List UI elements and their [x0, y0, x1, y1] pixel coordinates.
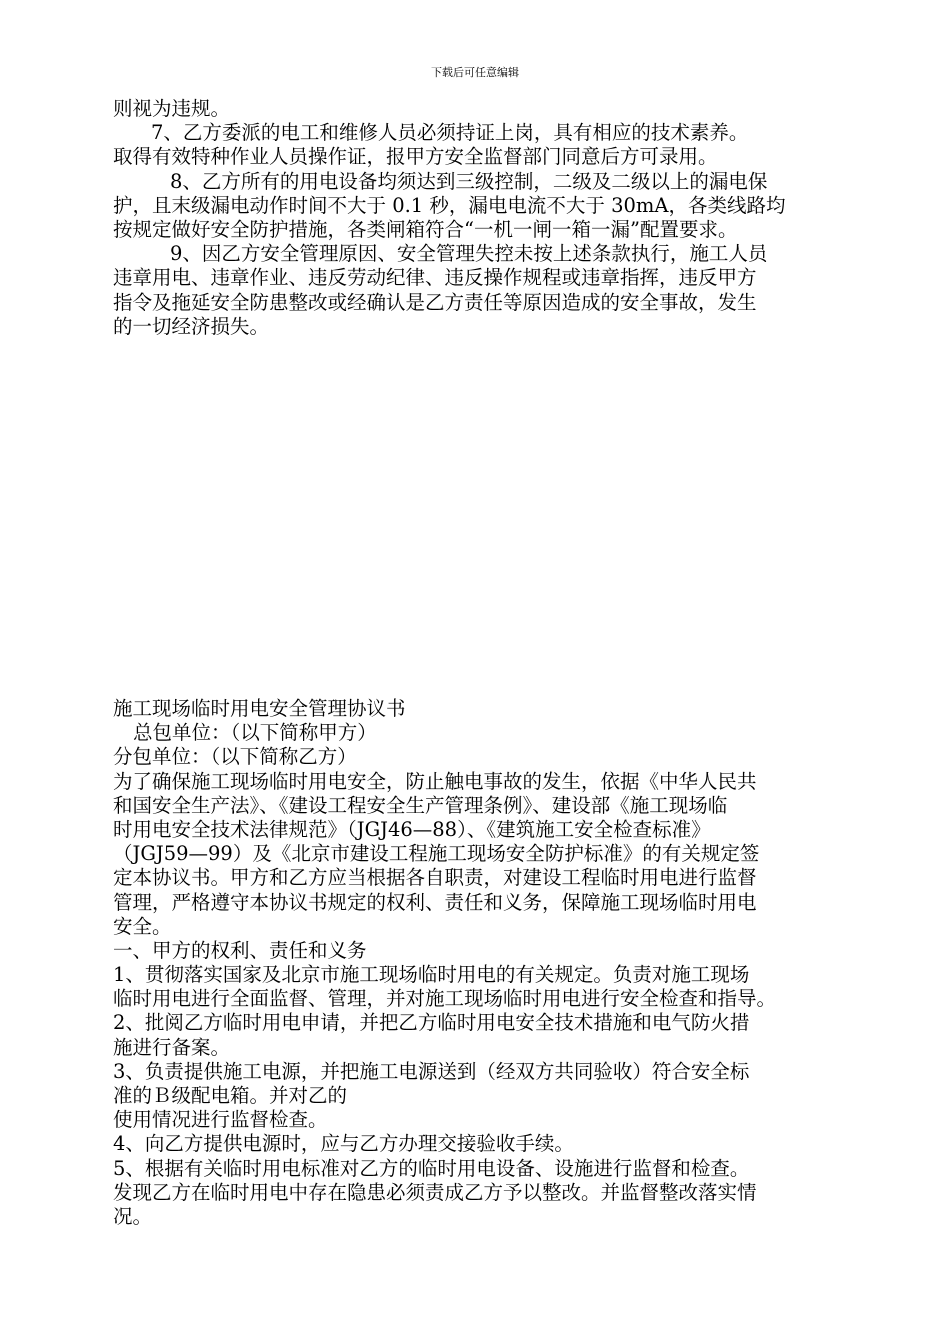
party-b-line: 分包单位：（以下简称乙方） [113, 745, 357, 769]
clause-9-line: 指令及拖延安全防患整改或经确认是乙方责任等原因造成的安全事故，发生 [113, 290, 757, 314]
item-4-line: 4、向乙方提供电源时，应与乙方办理交接验收手续。 [113, 1132, 574, 1156]
party-a-line: 总包单位：（以下简称甲方） [133, 721, 377, 745]
item-3-line: 3、负责提供施工电源，并把施工电源送到（经双方共同验收）符合安全标 [113, 1059, 750, 1083]
page-header: 下载后可任意编辑 [431, 66, 519, 79]
clause-8-line: 按规定做好安全防护措施，各类闸箱符合“一机一闸一箱一漏”配置要求。 [113, 217, 738, 241]
contract-clauses-continued [113, 97, 865, 339]
item-3-line: 准的Ｂ级配电箱。并对乙的 [113, 1084, 348, 1107]
item-2-line: 施进行备案。 [113, 1035, 231, 1059]
item-1-line: 1、贯彻落实国家及北京市施工现场临时用电的有关规定。负责对施工现场 [113, 963, 750, 987]
clause-8-line: 护，且末级漏电动作时间不大于 0.1 秒，漏电电流不大于 30mA，各类线路均 [113, 193, 786, 217]
item-5-line: 发现乙方在临时用电中存在隐患必须责成乙方予以整改。并监督整改落实情 [113, 1180, 757, 1204]
preamble-line: 安全。 [113, 914, 172, 938]
preamble-line: （JGJ59—99）及《北京市建设工程施工现场安全防护标准》的有关规定签 [113, 842, 760, 866]
clause-7-line: 7、乙方委派的电工和维修人员必须持证上岗，具有相应的技术素养。 [151, 121, 749, 145]
clause-9-line: 9、因乙方安全管理原因、安全管理失控未按上述条款执行，施工人员 [170, 242, 768, 266]
clause-7-line: 取得有效特种作业人员操作证，报甲方安全监督部门同意后方可录用。 [113, 145, 718, 169]
agreement-section [113, 697, 865, 1229]
item-2-line: 2、批阅乙方临时用电申请，并把乙方临时用电安全技术措施和电气防火措 [113, 1011, 750, 1035]
item-3-line: 使用情况进行监督检查。 [113, 1108, 328, 1132]
preamble-line: 为了确保施工现场临时用电安全，防止触电事故的发生，依据《中华人民共 [113, 769, 757, 793]
clause-9-line: 的一切经济损失。 [113, 314, 270, 338]
preamble-line: 和国安全生产法》、《建设工程安全生产管理条例》、建设部《施工现场临 [113, 793, 728, 817]
item-5-line: 况。 [113, 1204, 153, 1228]
clause-9-line: 违章用电、违章作业、违反劳动纪律、违反操作规程或违章指挥，违反甲方 [113, 266, 757, 290]
section-heading: 一、甲方的权利、责任和义务 [113, 938, 367, 962]
item-5-line: 5、根据有关临时用电标准对乙方的临时用电设备、设施进行监督和检查。 [113, 1156, 750, 1180]
clause-8-line: 8、乙方所有的用电设备均须达到三级控制，二级及二级以上的漏电保 [170, 169, 768, 193]
paragraph-line: 则视为违规。 [113, 97, 231, 120]
agreement-title: 施工现场临时用电安全管理协议书 [113, 697, 406, 720]
preamble-line: 定本协议书。甲方和乙方应当根据各自职责，对建设工程临时用电进行监督 [113, 866, 757, 890]
preamble-line: 时用电安全技术法律规范》（JGJ46—88）、《建筑施工安全检查标准》 [113, 817, 711, 841]
item-1-line: 临时用电进行全面监督、管理，并对施工现场临时用电进行安全检查和指导。 [113, 987, 777, 1011]
preamble-line: 管理，严格遵守本协议书规定的权利、责任和义务，保障施工现场临时用电 [113, 890, 757, 914]
